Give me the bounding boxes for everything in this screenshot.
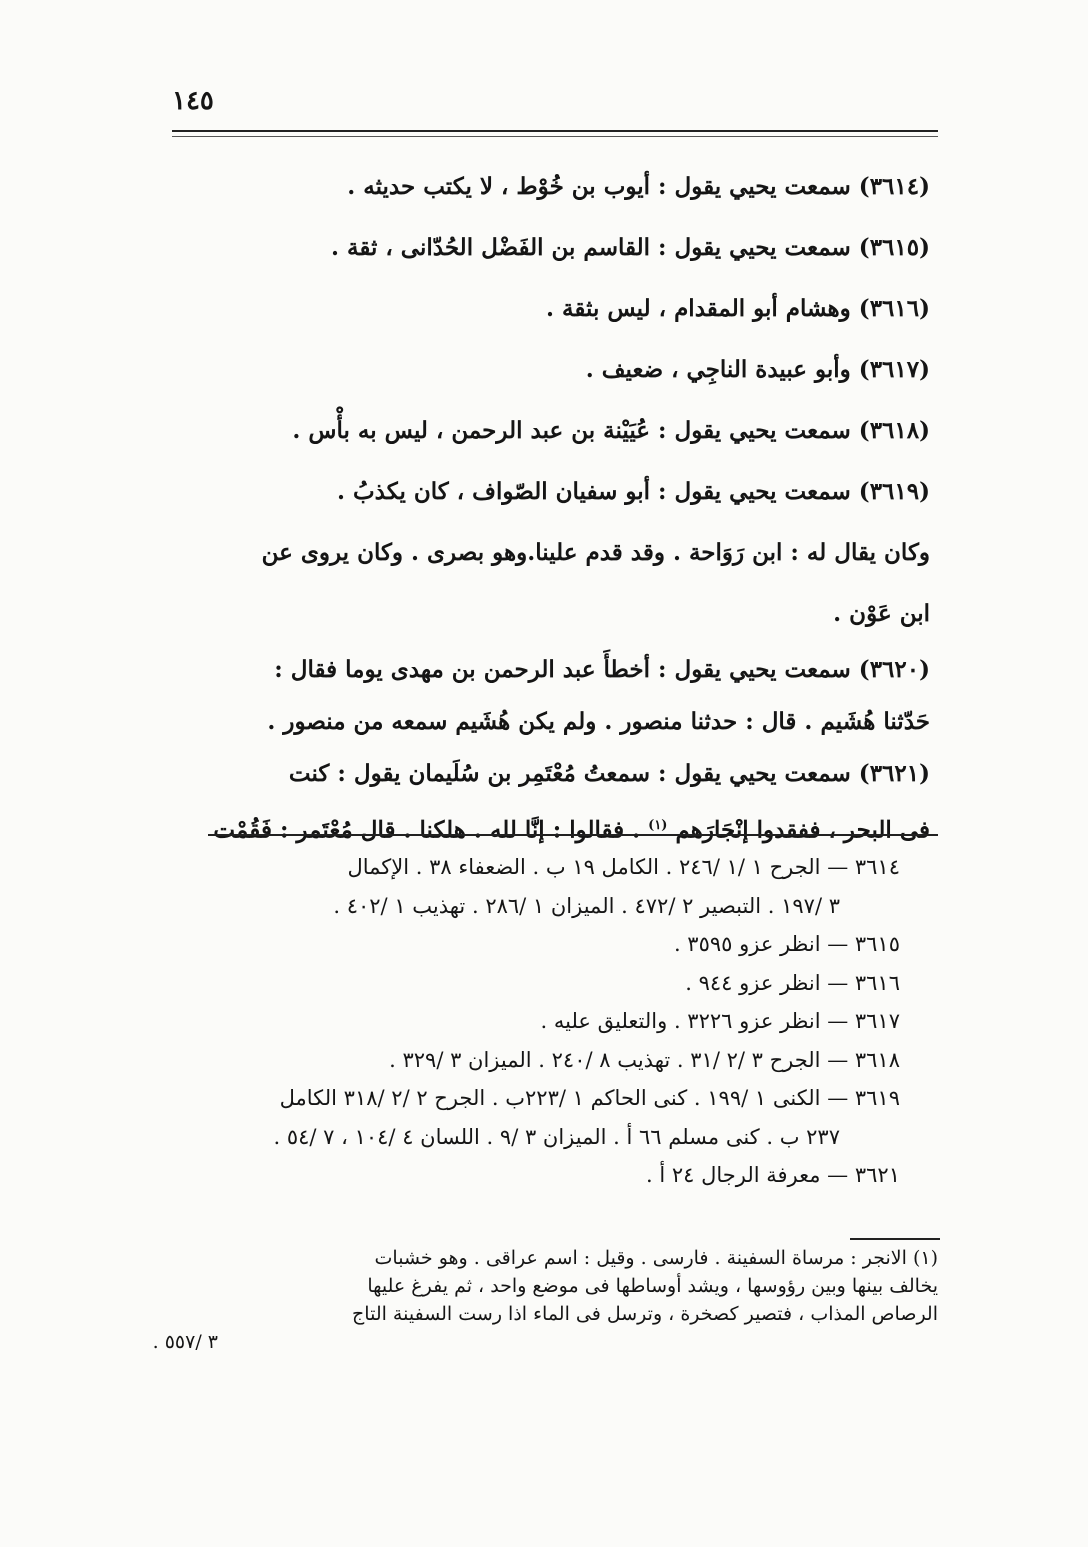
footnote-line: الرصاص المذاب ، فتصير كصخرة ، وترسل فى الماء اذا رست السفينة التاج (352, 1303, 938, 1325)
note-3615: ٣٦١٥ — انظر عزو ٣٥٩٥ . (673, 932, 900, 956)
entry-3617: (٣٦١٧) وأبو عبيدة الناجِي ، ضعيف . (585, 356, 930, 383)
footnote-line: (١) الانجر : مرساة السفينة . فارسى . وقيل : اسم عراقى . وهو خشبات (374, 1247, 938, 1269)
header-rule-thin (172, 136, 938, 137)
notes-rule (208, 834, 938, 836)
entry-3621-text-a: فى البحر ، ففقدوا إنْجَارَهم (675, 816, 930, 844)
entry-3619-continued: وكان يقال له : ابن رَوَاحة . وقد قدم علينا.وهو بصرى . وكان يروى عن (261, 539, 930, 566)
source-notes (200, 848, 900, 1195)
entry-3620: (٣٦٢٠) سمعت يحيي يقول : أخطأَ عبد الرحمن بن مهدى يوما فقال : (274, 656, 930, 683)
note-3618: ٣٦١٨ — الجرح ٣ /٢ /٣١ . تهذيب ٨ /٢٤٠ . الميزان ٣ /٣٢٩ . (389, 1047, 900, 1072)
note-3616: ٣٦١٦ — انظر عزو ٩٤٤ . (685, 970, 900, 995)
entry-3621: (٣٦٢١) سمعت يحيي يقول : سمعتُ مُعْتَمِر بن سُلَيمان يقول : كنت (288, 760, 930, 787)
header-rule (172, 130, 938, 132)
entry-3621-text-b: . فقالوا : إنَّا لله . هلكنا . قال مُعْتَمر : فَقُمْت (213, 816, 641, 844)
entry-3615: (٣٦١٥) سمعت يحيي يقول : القاسم بن الفَضْل الحُدّانى ، ثقة . (330, 234, 930, 261)
page-number: ١٤٥ (172, 86, 214, 116)
entry-3614: (٣٦١٤) سمعت يحيي يقول : أيوب بن خُوْط ، لا يكتب حديثه . (347, 173, 930, 200)
footnote-marker: (١) (648, 818, 668, 833)
entry-3618: (٣٦١٨) سمعت يحيي يقول : عُيَيْنة بن عبد الرحمن ، ليس به بأْس . (292, 417, 930, 444)
entry-3619-end: ابن عَوْن . (833, 600, 930, 627)
note-3614: ٣٦١٤ — الجرح ١ /١ /٢٤٦ . الكامل ١٩ ب . الضعفاء ٣٨ . الإكمال (347, 855, 900, 879)
entry-3620-continued: حَدّثنا هُشَيم . قال : حدثنا منصور . ولم يكن هُشَيم سمعه من منصور . (267, 708, 930, 735)
note-3614-continued: ٣ /١٩٧ . التبصير ٢ /٤٧٢ . الميزان ١ /٢٨٦ . تهذيب ١ /٤٠٢ . (333, 893, 840, 918)
entry-3619: (٣٦١٩) سمعت يحيي يقول : أبو سفيان الصّواف ، كان يكذبُ . (337, 478, 930, 505)
note-3619: ٣٦١٩ — الكنى ١ /١٩٩ . كنى الحاكم ١ /٢٢٣ب . الجرح ٢ /٢ /٣١٨ الكامل (279, 1086, 900, 1110)
footnote-line: ٣ /٥٥٧ . (152, 1331, 218, 1353)
footnote-rule (850, 1238, 940, 1240)
note-3621: ٣٦٢١ — معرفة الرجال ٢٤ أ . (646, 1163, 900, 1187)
entry-3621-continued (200, 800, 930, 852)
main-text (200, 156, 930, 852)
footnote-line: يخالف بينها وبين رؤوسها ، ويشد أوساطها فى موضع واحد ، ثم يفرغ عليها (367, 1275, 938, 1297)
note-3617: ٣٦١٧ — انظر عزو ٣٢٢٦ . والتعليق عليه . (540, 1009, 900, 1033)
entry-3616: (٣٦١٦) وهشام أبو المقدام ، ليس بثقة . (546, 295, 930, 322)
footnote (152, 1244, 938, 1356)
note-3619-continued: ٢٣٧ ب . كنى مسلم ٦٦ أ . الميزان ٣ /٩ . اللسان ٤ /١٠٤ ، ٧ /٥٤ . (273, 1124, 840, 1149)
